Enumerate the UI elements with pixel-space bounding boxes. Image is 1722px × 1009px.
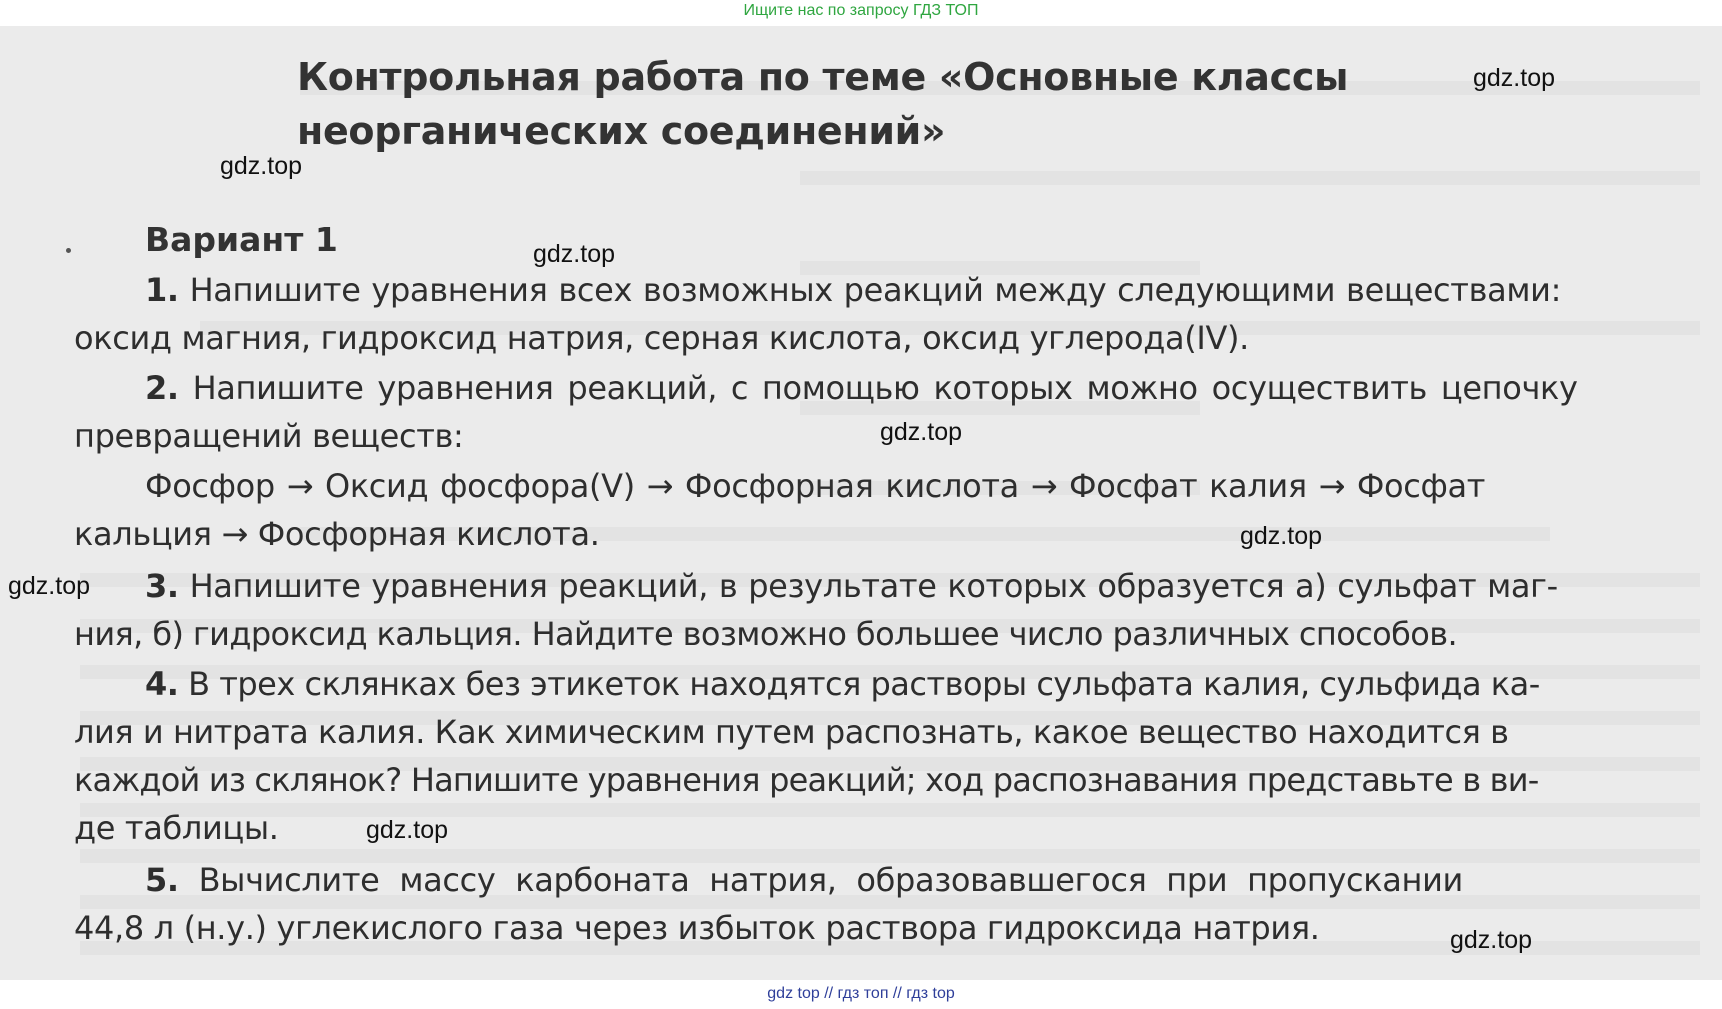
task-4-line-4	[74, 808, 279, 848]
watermark: gdz.top	[880, 418, 963, 446]
task-3-line-2	[74, 614, 1457, 654]
task-1-text-1: Напишите уравнения всех возможных реакций между следующими веществами:	[189, 271, 1562, 309]
task-3-number: 3.	[145, 567, 179, 605]
task-4-text-2: лия и нитрата калия. Как химическим путем распознать, какое вещество находится в	[74, 713, 1509, 751]
worksheet-title	[297, 50, 1348, 158]
task-2-line-2	[74, 416, 463, 456]
title-line-2: неорганических соединений»	[297, 109, 946, 153]
watermark: gdz.top	[1473, 64, 1556, 92]
watermark: gdz.top	[220, 152, 303, 180]
task-4-line-2	[74, 712, 1509, 752]
watermark: gdz.top	[1450, 926, 1533, 954]
scan-speck	[66, 248, 71, 253]
task-2-line-3	[145, 466, 1485, 506]
task-4-text-3: каждой из склянок? Напишите уравнения реакций; ход распознавания представьте в ви-	[74, 761, 1539, 799]
task-4-line-3	[74, 760, 1538, 800]
task-3-line-1	[145, 566, 1558, 606]
variant-heading: Вариант 1	[145, 220, 338, 259]
task-5-text-2: 44,8 л (н.у.) углекислого газа через избыток раствора гидроксида натрия.	[74, 909, 1320, 947]
task-2-chain-1: Фосфор → Оксид фосфора(V) → Фосфорная кислота → Фосфат калия → Фосфат	[145, 467, 1486, 505]
task-4-text-4: де таблицы.	[74, 809, 279, 847]
task-4-number: 4.	[145, 665, 179, 703]
watermark: gdz.top	[8, 572, 91, 600]
watermark: gdz.top	[533, 240, 616, 268]
task-5-number: 5.	[145, 861, 179, 899]
task-5-text-1: Вычислите массу карбоната натрия, образовавшегося при пропускании	[198, 861, 1463, 899]
task-4-text-1: В трех склянках без этикеток находятся растворы сульфата калия, сульфида ка-	[188, 665, 1540, 703]
task-3-text-2: ния, б) гидроксид кальция. Найдите возможно большее число различных способов.	[74, 615, 1458, 653]
task-1-number: 1.	[145, 271, 179, 309]
title-line-1: Контрольная работа по теме «Основные классы	[297, 55, 1349, 99]
task-4-line-1	[145, 664, 1540, 704]
task-2-text-2: превращений веществ:	[74, 417, 464, 455]
footer-links[interactable]: gdz top // гдз топ // гдз top	[0, 980, 1722, 1009]
task-1-line-2	[74, 318, 1249, 358]
search-hint-banner: Ищите нас по запросу ГДЗ ТОП	[743, 2, 979, 19]
task-2-text-1: Напишите уравнения реакций, с помощью которых можно осуществить цепочку	[192, 369, 1578, 407]
task-2-chain-2: кальция → Фосфорная кислота.	[74, 515, 600, 553]
task-2-number: 2.	[145, 369, 179, 407]
task-3-text-1: Напишите уравнения реакций, в результате которых образуется а) сульфат маг-	[189, 567, 1558, 605]
watermark: gdz.top	[366, 816, 449, 844]
task-2-line-4	[74, 514, 600, 554]
scanned-page	[0, 26, 1722, 980]
task-5-line-2	[74, 908, 1320, 948]
task-1-line-1	[145, 270, 1561, 310]
task-1-text-2: оксид магния, гидроксид натрия, серная кислота, оксид углерода(IV).	[74, 319, 1250, 357]
task-2-line-1	[145, 368, 1578, 408]
task-5-line-1	[145, 860, 1463, 900]
watermark: gdz.top	[1240, 522, 1323, 550]
